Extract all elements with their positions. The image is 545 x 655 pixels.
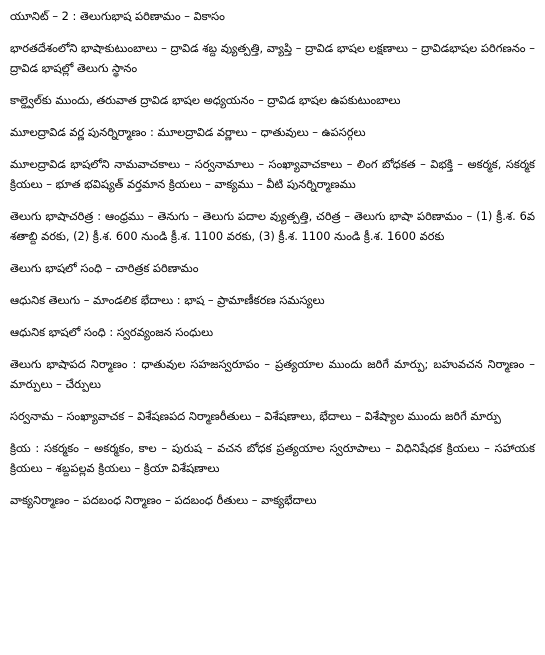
syllabus-paragraph: ఆధునిక భాషలో సంధి : స్వరవ్యంజన సంధులు (10, 325, 214, 339)
syllabus-paragraph: ఆధునిక తెలుగు – మాండలిక భేదాలు : భాష – ప్రామాణీకరణ సమస్యలు (10, 293, 325, 307)
syllabus-paragraph: మూలద్రావిడ వర్ణ పునర్నిర్మాణం : మూలద్రావిడ వర్ణాలు – ధాతువులు – ఉపసర్గలు (10, 125, 366, 139)
syllabus-paragraph: క్రియ : సకర్మకం – అకర్మకం, కాల – పురుష – వచన బోధక ప్రత్యయాల స్వరూపాలు – విధినిషేధక క్రియలు – సహాయక క్రియలు – శబ్దపల్లవ క్రియలు – క్రియా విశేషణాలు (10, 441, 535, 475)
syllabus-paragraph: భారతదేశంలోని భాషాకుటుంబాలు – ద్రావిడ శబ్ద వ్యుత్పత్తి, వ్యాప్తి – ద్రావిడ భాషల లక్షణాలు – ద్రావిడభాషల పరిగణనం – ద్రావిడ భాషల్లో తెలుగు స్థానం (10, 41, 535, 75)
syllabus-paragraph: తెలుగు భాషాపద నిర్మాణం : ధాతువుల సహజస్వరూపం – ప్రత్యయాల ముందు జరిగే మార్పు; బహువచన నిర్మాణం – మార్పులు – చేర్పులు (10, 357, 535, 391)
unit-title: యూనిట్ – 2 : తెలుగుభాష పరిణామం – వికాసం (10, 9, 225, 23)
syllabus-paragraph: తెలుగు భాషలో సంధి – చారిత్రక పరిణామం (10, 261, 199, 275)
syllabus-paragraph: వాక్యనిర్మాణం – పదబంధ నిర్మాణం – పదబంధ రీతులు – వాక్యభేదాలు (10, 493, 317, 507)
syllabus-paragraph: మూలద్రావిడ భాషలోని నామవాచకాలు – సర్వనామాలు – సంఖ్యావాచకాలు – లింగ బోధకత – విభక్తి – అకర్మక, సకర్మక క్రియలు – భూత భవిష్యత్ వర్తమాన క్రియలు – వాక్యము – వీటి పునర్నిర్మాణము (10, 157, 535, 191)
syllabus-paragraph: కాల్డ్వెల్‌కు ముందు, తరువాత ద్రావిడ భాషల అధ్యయనం – ద్రావిడ భాషల ఉపకుటుంబాలు (10, 93, 401, 107)
syllabus-page (10, 6, 535, 510)
syllabus-paragraph: తెలుగు భాషాచరిత్ర : ఆంధ్రము – తెనుగు – తెలుగు పదాల వ్యుత్పత్తి, చరిత్ర – తెలుగు భాషా పరిణామం – (1) క్రీ.శ. 6వ శతాబ్ది వరకు, (2) క్రీ.శ. 600 నుండి క్రీ.శ. 1100 వరకు, (3) క్రీ.శ. 1100 నుండి క్రీ.శ. 1600 వరకు (10, 209, 535, 243)
syllabus-paragraph: సర్వనామ – సంఖ్యావాచక – విశేషణపద నిర్మాణరీతులు – విశేషణాలు, భేదాలు – విశేష్యాల ముందు జరిగే మార్పు (10, 409, 501, 423)
